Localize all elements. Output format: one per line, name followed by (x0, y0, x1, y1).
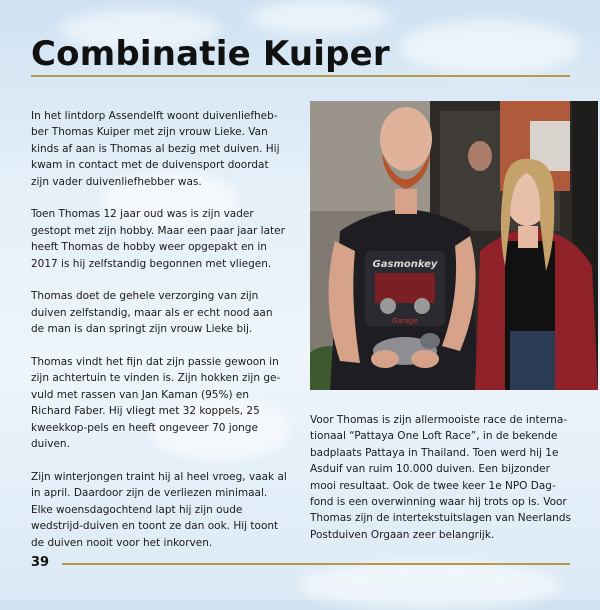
paragraph: Thomas vindt het fijn dat zijn passie gewoon in zijn achtertuin te vinden is. Zijn hokken zijn ge-vuld met rassen van Jan Kaman (95%) en Richard Faber. Hij vliegt met 32 koppels, 25 kweekkop-pels en heeft ongeveer 70 jonge duiven. (31, 356, 281, 451)
left-text-column (31, 108, 287, 567)
footer-divider (62, 563, 570, 565)
right-text-column (310, 412, 572, 543)
paragraph: Voor Thomas is zijn allermooiste race de interna-tionaal “Pattaya One Loft Race”, in de bekende badplaats Pattaya in Thailand. Toen werd hij 1e Asduif van ruim 10.000 duiven. Een bijzonder mooi resultaat. Ook de twee keer 1e NPO Dag-fond is een overwinning waar hij trots op is. Voor Thomas zijn de intertekstuitslagen van Neerlands Postduiven Orgaan zeer belangrijk. (310, 414, 571, 541)
cloud-decoration (250, 0, 390, 35)
paragraph: Zijn winterjongen traint hij al heel vroeg, vaak al in april. Daardoor zijn de verliezen minimaal. Elke woensdagochtend lapt hij zijn oude wedstrijd-duiven en toont ze dan ook. Hij toont de duiven nooit voor het inkorven. (31, 470, 287, 549)
couple-photo (310, 101, 598, 390)
paragraph: Toen Thomas 12 jaar oud was is zijn vader gestopt met zijn hobby. Maar een paar jaar later heeft Thomas de hobby weer opgepakt en in 2017 is hij zelfstandig begonnen met vliegen. (31, 208, 285, 270)
page-title: Combinatie Kuiper (31, 34, 390, 74)
cloud-decoration (400, 20, 580, 75)
shirt-logo-text: Gasmonkey (372, 259, 438, 270)
title-divider (31, 75, 570, 77)
paragraph: In het lintdorp Assendelft woont duivenliefheb-ber Thomas Kuiper met zijn vrouw Lieke. Van kinds af aan is Thomas al bezig met duiven. Hij kwam in contact met de duivensport doordat zijn vader duivenliefhebber was. (31, 110, 280, 188)
paragraph: Thomas doet de gehele verzorging van zijn duiven zelfstandig, maar als er echt nood aan de man is dan springt zijn vrouw Lieke bij. (31, 290, 273, 336)
page-number: 39 (31, 555, 50, 570)
shirt-sub-text: Garage (392, 317, 418, 325)
cloud-decoration (300, 560, 560, 610)
